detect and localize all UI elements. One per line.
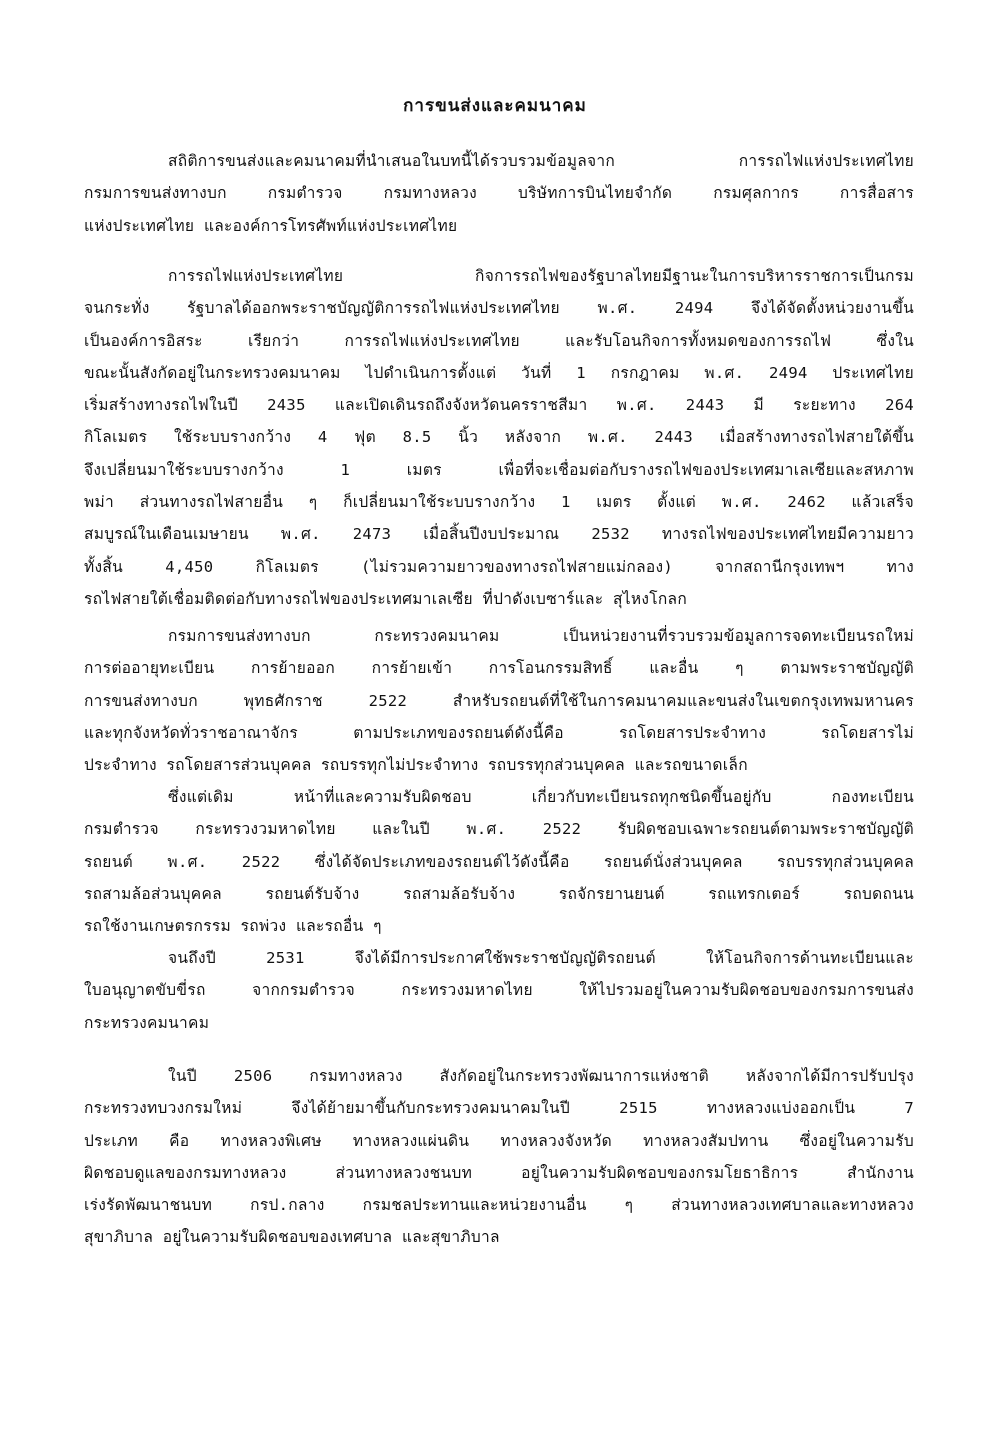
paragraph-motor-act: [84, 942, 914, 1039]
page-title: การขนส่งและคมนาคม: [403, 96, 587, 116]
text-line: กรมการขนส่งทางบก กระทรวงคมนาคม เป็นหน่วยงานที่รวบรวมข้อมูลการจดทะเบียนรถใหม่: [168, 627, 914, 645]
text-line: สถิติการขนส่งและคมนาคมที่นำเสนอในบทนี้ได้รวบรวมข้อมูลจาก การรถไฟแห่งประเทศไทย: [168, 152, 914, 170]
text-line: ซึ่งแต่เดิม หน้าที่และความรับผิดชอบ เกี่ยวกับทะเบียนรถทุกชนิดขึ้นอยู่กับ กองทะเบียน: [168, 788, 914, 806]
text-line: การต่ออายุทะเบียน การย้ายออก การย้ายเข้า การโอนกรรมสิทธิ์ และอื่น ๆ ตามพระราชบัญญัติ: [84, 659, 914, 678]
text-line: จึงเปลี่ยนมาใช้ระบบรางกว้าง 1 เมตร เพื่อที่จะเชื่อมต่อกับรางรถไฟของประเทศมาเลเซียและสหภาพ: [84, 460, 914, 479]
text-line: การรถไฟแห่งประเทศไทย กิจการรถไฟของรัฐบาลไทยมีฐานะในการบริหารราชการเป็นกรม: [168, 267, 914, 285]
text-line: กระทรวงคมนาคม: [84, 1013, 210, 1032]
text-line: จนถึงปี 2531 จึงได้มีการประกาศใช้พระราชบัญญัติรถยนต์ ให้โอนกิจการด้านทะเบียนและ: [168, 949, 914, 967]
text-line: ผิดชอบดูแลของกรมทางหลวง ส่วนทางหลวงชนบท อยู่ในความรับผิดชอบของกรมโยธาธิการ สำนักงาน: [84, 1163, 914, 1182]
text-line: กรมการขนส่งทางบก กรมตำรวจ กรมทางหลวง บริษัทการบินไทยจำกัด กรมศุลกากร การสื่อสาร: [84, 184, 914, 203]
text-line: ทั้งสิ้น 4,450 กิโลเมตร (ไม่รวมความยาวของทางรถไฟสายแม่กลอง) จากสถานีกรุงเทพฯ ทาง: [84, 557, 914, 576]
text-line: กระทรวงทบวงกรมใหม่ จึงได้ย้ายมาขึ้นกับกระทรวงคมนาคมในปี 2515 ทางหลวงแบ่งออกเป็น 7: [84, 1099, 914, 1118]
text-line: สมบูรณ์ในเดือนเมษายน พ.ศ. 2473 เมื่อสิ้นปีงบประมาณ 2532 ทางรถไฟของประเทศไทยมีความยาว: [84, 525, 914, 544]
paragraph-registration: [84, 781, 914, 942]
text-line: ใบอนุญาตขับขี่รถ จากกรมตำรวจ กระทรวงมหาดไทย ให้ไปรวมอยู่ในความรับผิดชอบของกรมการขนส่ง: [84, 981, 914, 1000]
text-line: ในปี 2506 กรมทางหลวง สังกัดอยู่ในกระทรวงพัฒนาการแห่งชาติ หลังจากได้มีการปรับปรุง: [168, 1067, 914, 1085]
text-line: รถใช้งานเกษตรกรรม รถพ่วง และรถอื่น ๆ: [84, 917, 382, 936]
text-line: ประเภท คือ ทางหลวงพิเศษ ทางหลวงแผ่นดิน ทางหลวงจังหวัด ทางหลวงสัมปทาน ซึ่งอยู่ในความรับ: [84, 1131, 914, 1150]
text-line: กิโลเมตร ใช้ระบบรางกว้าง 4 ฟุต 8.5 นิ้ว หลังจาก พ.ศ. 2443 เมื่อสร้างทางรถไฟสายใต้ขึ้น: [84, 428, 914, 447]
text-line: รถไฟสายใต้เชื่อมติดต่อกับทางรถไฟของประเทศมาเลเซีย ที่ปาดังเบซาร์และ สุไหงโกลก: [84, 589, 688, 608]
paragraph-intro: [84, 145, 914, 242]
text-line: การขนส่งทางบก พุทธศักราช 2522 สำหรับรถยนต์ที่ใช้ในการคมนาคมและขนส่งในเขตกรุงเทพมหานคร: [84, 691, 914, 710]
text-line: ขณะนั้นสังกัดอยู่ในกระทรวงคมนาคม ไปดำเนินการตั้งแต่ วันที่ 1 กรกฎาคม พ.ศ. 2494 ประเทศไทย: [84, 363, 914, 382]
paragraph-land-transport: [84, 620, 914, 781]
text-line: จนกระทั่ง รัฐบาลได้ออกพระราชบัญญัติการรถไฟแห่งประเทศไทย พ.ศ. 2494 จึงได้จัดตั้งหน่วยงานขึ้น: [84, 299, 914, 318]
text-line: กรมตำรวจ กระทรวงวมหาดไทย และในปี พ.ศ. 2522 รับผิดชอบเฉพาะรถยนต์ตามพระราชบัญญัติ: [84, 820, 914, 839]
text-line: แห่งประเทศไทย และองค์การโทรศัพท์แห่งประเทศไทย: [84, 216, 458, 235]
text-line: พม่า ส่วนทางรถไฟสายอื่น ๆ ก็เปลี่ยนมาใช้ระบบรางกว้าง 1 เมตร ตั้งแต่ พ.ศ. 2462 แล้วเสร็จ: [84, 493, 914, 512]
paragraph-railway: [84, 260, 914, 615]
text-line: เริ่มสร้างทางรถไฟในปี 2435 และเปิดเดินรถถึงจังหวัดนครราชสีมา พ.ศ. 2443 มี ระยะทาง 264: [84, 396, 914, 415]
paragraph-highways: [84, 1060, 914, 1254]
text-line: เป็นองค์การอิสระ เรียกว่า การรถไฟแห่งประเทศไทย และรับโอนกิจการทั้งหมดของการรถไฟ ซึ่งใน: [84, 331, 914, 350]
text-line: รถสามล้อส่วนบุคคล รถยนต์รับจ้าง รถสามล้อรับจ้าง รถจักรยานยนต์ รถแทรกเตอร์ รถบดถนน: [84, 884, 914, 903]
text-line: ประจำทาง รถโดยสารส่วนบุคคล รถบรรทุกไม่ประจำทาง รถบรรทุกส่วนบุคคล และรถขนาดเล็ก: [84, 756, 748, 775]
text-line: สุขาภิบาล อยู่ในความรับผิดชอบของเทศบาล และสุขาภิบาล: [84, 1228, 500, 1247]
text-line: รถยนต์ พ.ศ. 2522 ซึ่งได้จัดประเภทของรถยนต์ไว้ดังนี้คือ รถยนต์นั่งส่วนบุคคล รถบรรทุกส่วนบุคคล: [84, 852, 914, 871]
text-line: และทุกจังหวัดทั่วราชอาณาจักร ตามประเภทของรถยนต์ดังนี้คือ รถโดยสารประจำทาง รถโดยสารไม่: [84, 723, 914, 742]
text-line: เร่งรัดพัฒนาชนบท กรป.กลาง กรมชลประทานและหน่วยงานอื่น ๆ ส่วนทางหลวงเทศบาลและทางหลวง: [84, 1196, 914, 1215]
